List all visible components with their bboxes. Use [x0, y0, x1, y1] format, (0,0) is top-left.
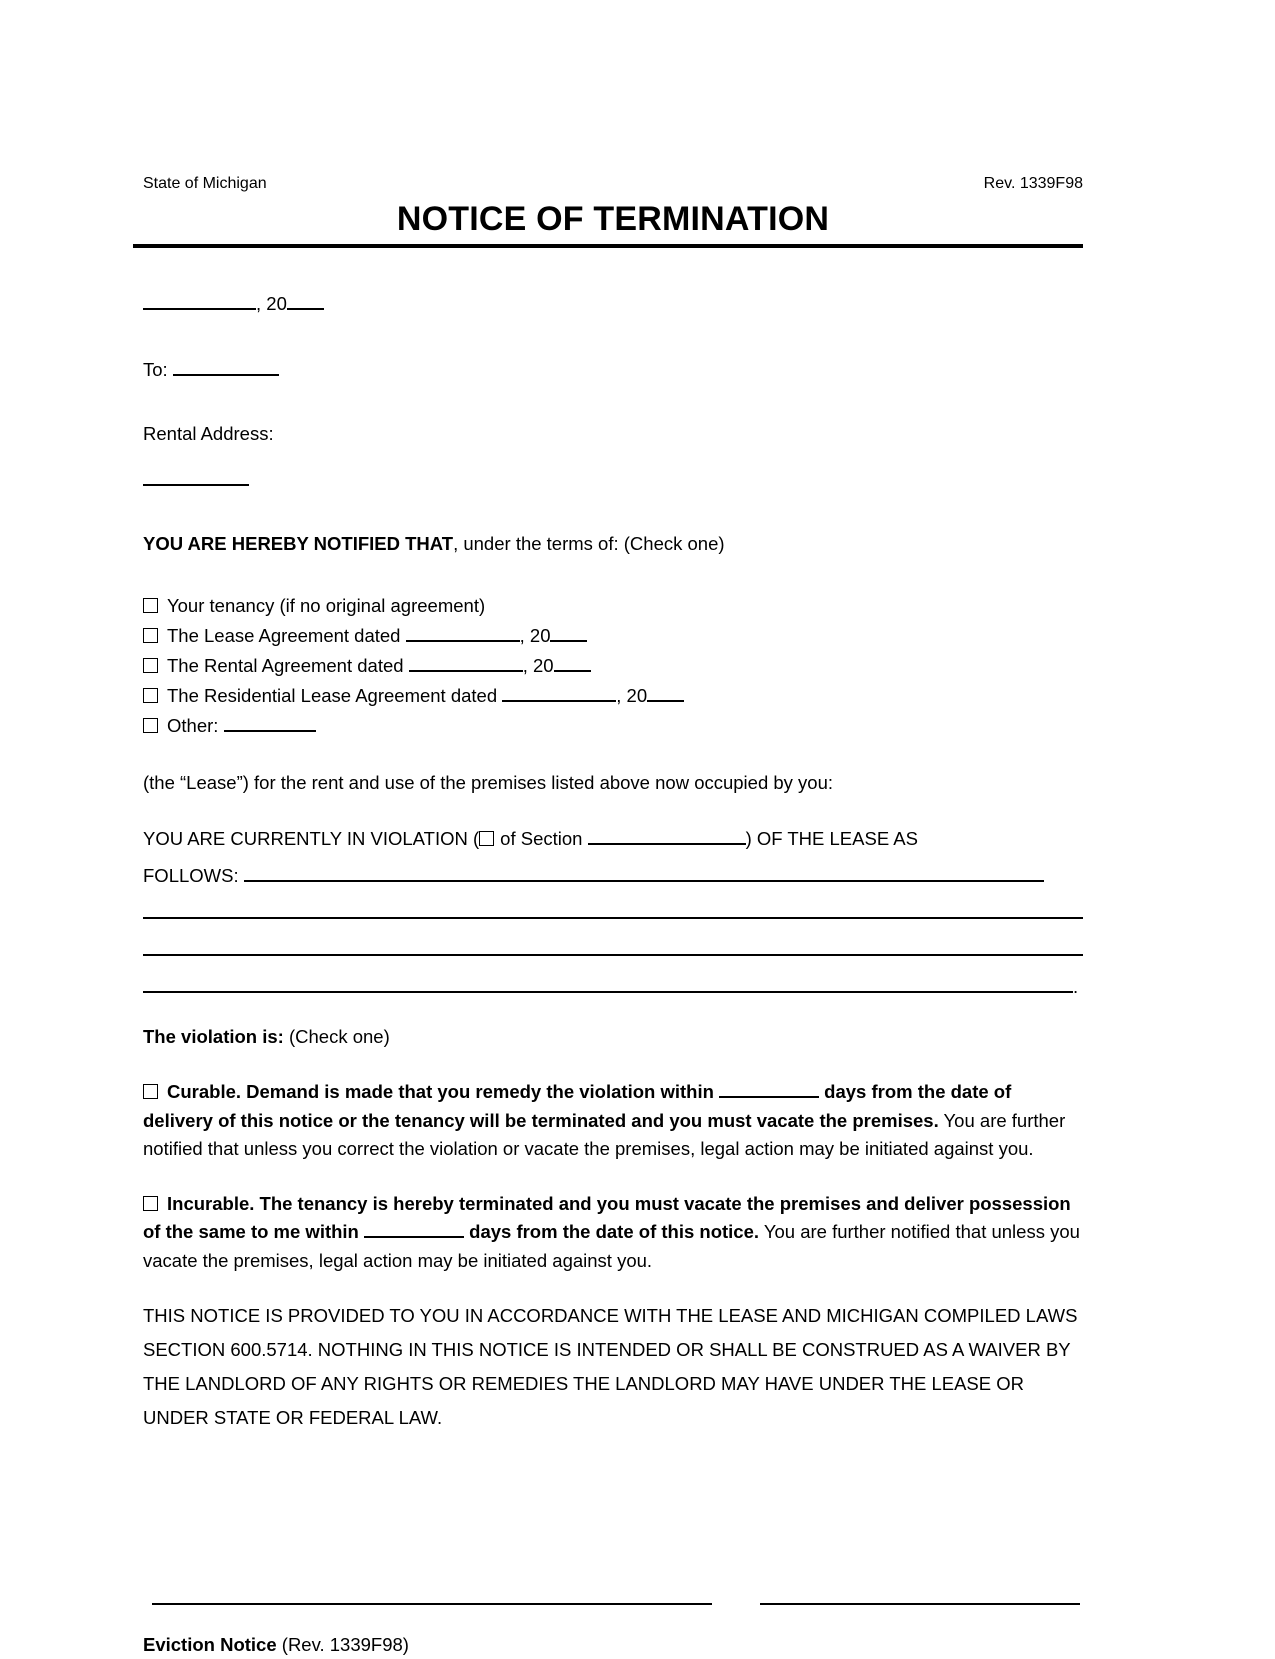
option-year-blank-field[interactable] [554, 652, 591, 672]
option-row-other [143, 711, 1083, 741]
violation-blank-line [143, 894, 1083, 931]
rental-address-blank-field[interactable] [143, 466, 249, 486]
curable-bold-post: days from the date of delivery of this notice or the tenancy will be terminated and you must vacate the premises. [143, 1081, 1012, 1131]
to-label: To: [143, 359, 168, 380]
violation-blank-line [143, 931, 1083, 968]
rental-address-label: Rental Address: [143, 423, 274, 444]
rental-address-line [143, 465, 1083, 494]
checkbox-icon[interactable] [143, 658, 158, 673]
option-row-rental-agreement [143, 651, 1083, 681]
option-date-blank-field[interactable] [406, 622, 520, 642]
violation-is-line [143, 1022, 1083, 1051]
option-label: The Lease Agreement dated [167, 625, 401, 646]
notified-bold: YOU ARE HEREBY NOTIFIED THAT [143, 533, 454, 554]
option-label: The Residential Lease Agreement dated [167, 685, 498, 706]
to-line [143, 355, 1083, 384]
checkbox-icon[interactable] [143, 1196, 158, 1211]
violation-block [143, 820, 1083, 1005]
section-blank-field[interactable] [588, 825, 746, 845]
option-row-tenancy [143, 591, 1083, 621]
checkbox-icon[interactable] [143, 688, 158, 703]
option-label: Your tenancy (if no original agreement) [167, 595, 486, 616]
date-blank-field[interactable] [143, 290, 256, 310]
option-year-blank-field[interactable] [647, 682, 684, 702]
date-year-prefix: , 20 [256, 293, 287, 314]
violation-pre: YOU ARE CURRENTLY IN VIOLATION ( [143, 828, 480, 849]
checkbox-icon[interactable] [143, 598, 158, 613]
violation-blank-field[interactable] [143, 973, 1073, 993]
notified-rest: , under the terms of: (Check one) [453, 533, 725, 554]
incurable-days-blank-field[interactable] [364, 1218, 464, 1238]
option-year-prefix: , 20 [519, 625, 551, 646]
header-revision: Rev. 1339F98 [983, 175, 1083, 192]
option-row-residential-lease [143, 681, 1083, 711]
curable-days-blank-field[interactable] [719, 1078, 819, 1098]
date-signed-line-field[interactable] [760, 1587, 1080, 1605]
violation-post: ) OF THE LEASE AS [745, 828, 918, 849]
option-label: Other: [167, 715, 219, 736]
violation-is-bold: The violation is: [143, 1026, 284, 1047]
legal-notice-paragraph: THIS NOTICE IS PROVIDED TO YOU IN ACCORDANCE WITH THE LEASE AND MICHIGAN COMPILED LAWS SECTION 600.5714. NOTHING IN THIS NOTICE IS INTENDED OR SHALL BE CONSTRUED AS A WAIVER BY THE LANDLORD OF ANY RIGHTS OR REMEDIES THE LANDLORD MAY HAVE UNDER THE LEASE OR UNDER STATE OR FEDERAL LAW. [143, 1305, 1078, 1428]
title-divider [133, 244, 1083, 248]
footer-title: Eviction Notice [143, 1634, 277, 1655]
document-header [143, 174, 1083, 193]
curable-bold-pre: Curable. Demand is made that you remedy the violation within [167, 1081, 714, 1102]
violation-blank-field[interactable] [143, 936, 1083, 956]
checkbox-icon[interactable] [143, 628, 158, 643]
violation-follows-line [143, 857, 1083, 894]
incurable-paragraph [143, 1190, 1083, 1276]
option-date-blank-field[interactable] [409, 652, 523, 672]
page-title: NOTICE OF TERMINATION [396, 200, 830, 238]
option-year-blank-field[interactable] [550, 622, 587, 642]
violation-line-1 [143, 820, 1083, 857]
violation-period: . [1073, 976, 1079, 997]
violation-blank-line [143, 968, 1083, 1005]
violation-of-section: of Section [500, 828, 583, 849]
option-year-prefix: , 20 [522, 655, 554, 676]
signature-row [143, 1587, 1083, 1605]
follows-blank-field[interactable] [244, 862, 1044, 882]
option-label: The Rental Agreement dated [167, 655, 404, 676]
lease-sentence: (the “Lease”) for the rent and use of the premises listed above now occupied by you: [143, 772, 834, 793]
follows-label: FOLLOWS: [143, 865, 239, 886]
curable-rest: You are further notified that unless you correct the violation or vacate the premises, legal action may be initiated against you. [143, 1109, 1066, 1159]
document-footer [143, 1630, 1083, 1659]
violation-blank-field[interactable] [143, 899, 1083, 919]
checkbox-icon[interactable] [479, 831, 494, 846]
checkbox-icon[interactable] [143, 718, 158, 733]
checkbox-icon[interactable] [143, 1084, 158, 1099]
to-blank-field[interactable] [173, 356, 279, 376]
notified-line [143, 529, 1083, 558]
violation-is-rest: (Check one) [283, 1026, 390, 1047]
date-line [143, 289, 1083, 318]
signature-line-field[interactable] [152, 1587, 712, 1605]
footer-revision: (Rev. 1339F98) [276, 1634, 409, 1655]
incurable-rest: You are further notified that unless you vacate the premises, legal action may be initiated against you. [143, 1221, 1080, 1271]
incurable-bold-post: days from the date of this notice. [469, 1221, 760, 1242]
options-list [143, 591, 1083, 741]
curable-paragraph [143, 1078, 1083, 1164]
incurable-bold-pre: Incurable. The tenancy is hereby terminated and you must vacate the premises and deliver possession of the same to me within [143, 1192, 1071, 1242]
other-blank-field[interactable] [224, 712, 316, 732]
header-state: State of Michigan [143, 175, 267, 192]
option-row-lease-agreement [143, 621, 1083, 651]
option-year-prefix: , 20 [616, 685, 648, 706]
date-year-blank-field[interactable] [287, 290, 324, 310]
option-date-blank-field[interactable] [502, 682, 616, 702]
